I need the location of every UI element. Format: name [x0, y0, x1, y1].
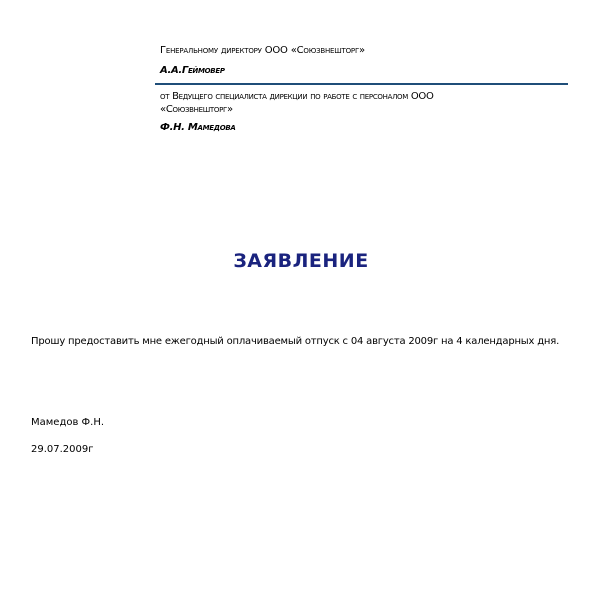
sender-block — [160, 90, 560, 135]
addressee-block — [160, 44, 570, 78]
addressee-name: А.А.Геймовер — [160, 65, 225, 76]
signature-name: Мамедов Ф.Н. — [31, 417, 105, 428]
document-date: 29.07.2009г — [31, 444, 94, 455]
sender-line-1: от Ведущего специалиста дирекции по работе с персоналом ООО — [160, 91, 434, 102]
document-title: ЗАЯВЛЕНИЕ — [233, 250, 369, 272]
request-text: Прошу предоставить мне ежегодный оплачиваемый отпуск с 04 августа 2009г на 4 календарных дня. — [31, 336, 560, 347]
addressee-line: Генеральному директору ООО «Союзвнешторг» — [160, 45, 365, 56]
sender-line-2: «Союзвнешторг» — [160, 104, 233, 115]
sender-name: Ф.Н. Мамедова — [160, 122, 236, 133]
header-divider — [155, 83, 568, 85]
